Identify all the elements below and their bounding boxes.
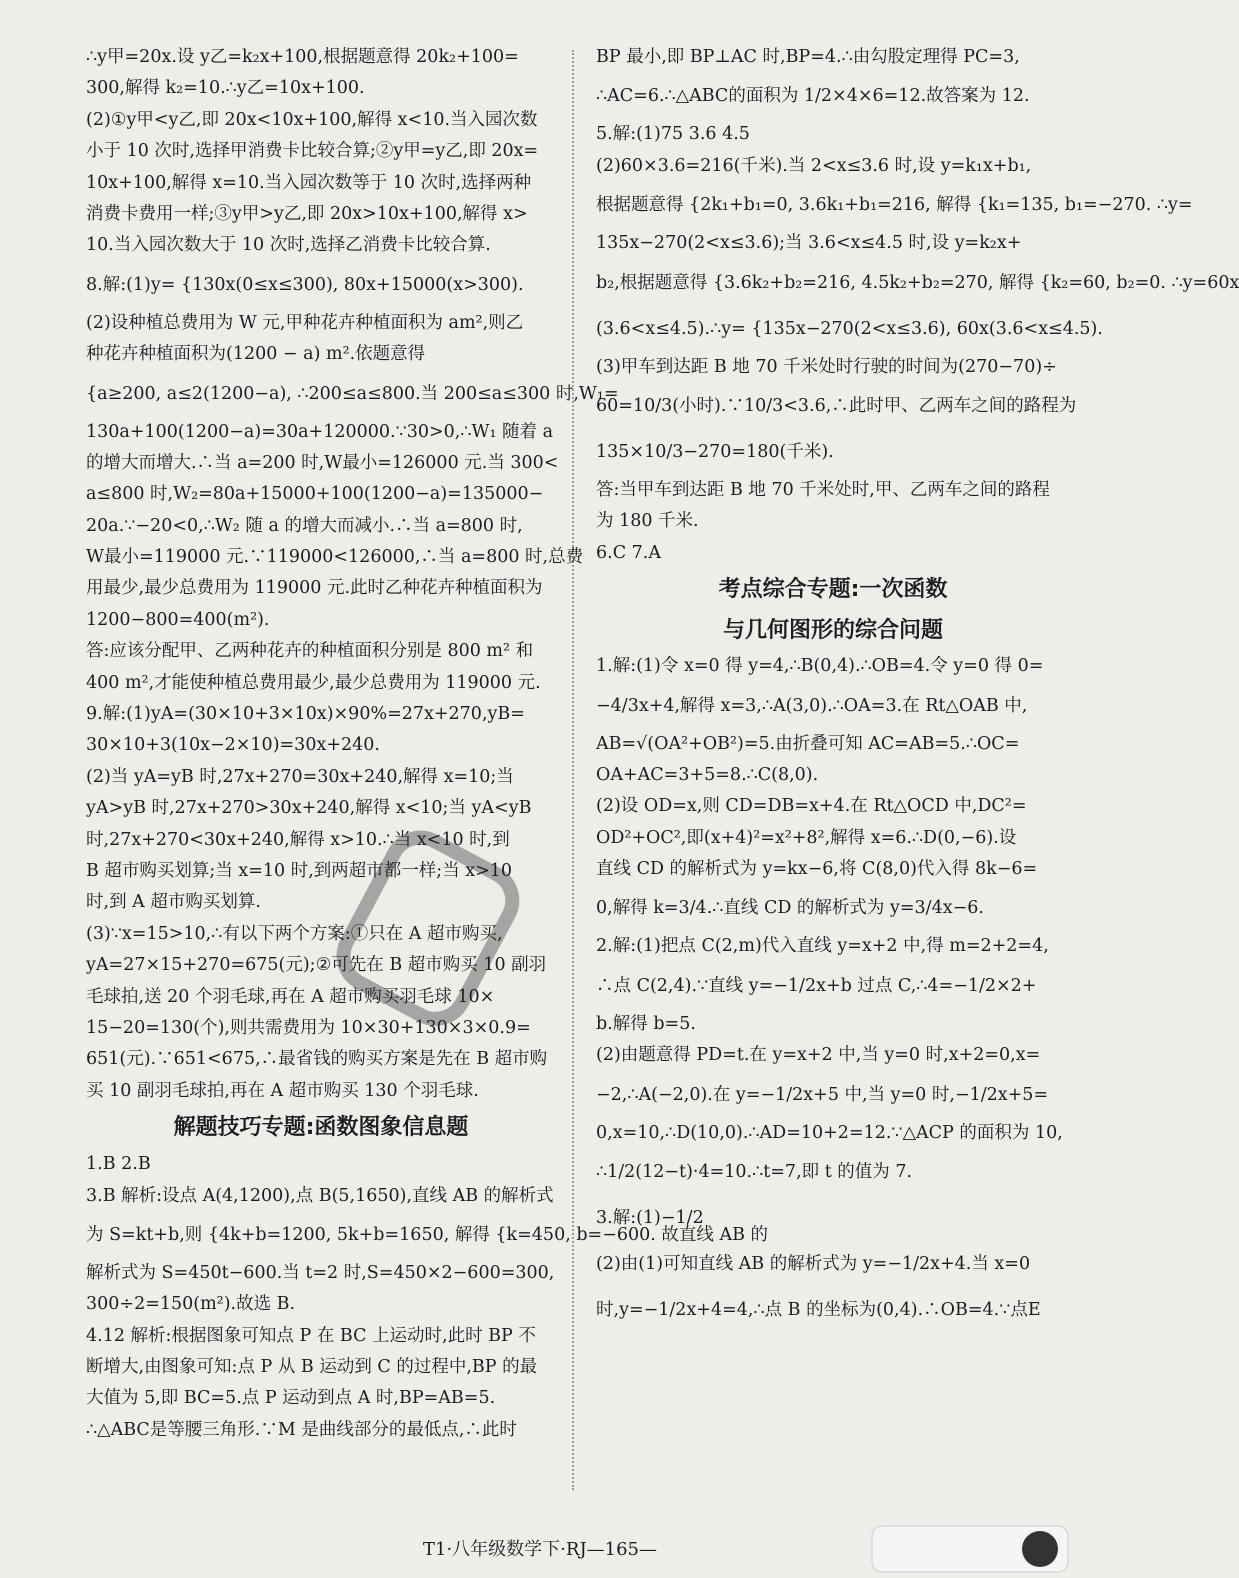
- text-line: 300,解得 k₂=10.∴y乙=10x+100.: [86, 78, 365, 99]
- text-line: 小于 10 次时,选择甲消费卡比较合算;②y甲=y乙,即 20x=: [86, 141, 539, 162]
- text-line: 答:应该分配甲、乙两种花卉的种植面积分别是 800 m² 和: [86, 641, 534, 662]
- text-line: B 超市购买划算;当 x=10 时,到两超市都一样;当 x>10: [86, 860, 513, 881]
- text-line: 300÷2=150(m²).故选 B.: [86, 1294, 296, 1315]
- text-line: 时,y=−1/2x+4=4,∴点 B 的坐标为(0,4).∴OB=4.∵点E: [596, 1300, 1041, 1321]
- text-line: 60=10/3(小时).∵10/3<3.6,∴此时甲、乙两车之间的路程为: [596, 395, 1077, 416]
- text-line: −2,∴A(−2,0).在 y=−1/2x+5 中,当 y=0 时,−1/2x+5=: [596, 1084, 1049, 1105]
- text-line: b₂,根据题意得 {3.6k₂+b₂=216, 4.5k₂+b₂=270, 解得 {k₂=60, b₂=0. ∴y=60x: [596, 272, 1239, 293]
- text-line: 3.B 解析:设点 A(4,1200),点 B(5,1650),直线 AB 的解析式: [86, 1185, 554, 1206]
- watermark-stamp: [330, 820, 530, 1050]
- text-line: a≤800 时,W₂=80a+15000+100(1200−a)=135000−: [86, 484, 544, 505]
- text-line: 4.12 解析:根据图象可知点 P 在 BC 上运动时,此时 BP 不: [86, 1325, 536, 1346]
- text-line: 8.解:(1)y= {130x(0≤x≤300), 80x+15000(x>300).: [86, 274, 524, 295]
- text-line: 直线 CD 的解析式为 y=kx−6,将 C(8,0)代入得 8k−6=: [596, 859, 1038, 880]
- text-line: (2)设种植总费用为 W 元,甲种花卉种植面积为 am²,则乙: [86, 312, 524, 333]
- text-line: 种花卉种植面积为(1200 − a) m².依题意得: [86, 344, 426, 365]
- text-line: W最小=119000 元.∵119000<126000,∴当 a=800 时,总费: [86, 547, 584, 568]
- text-line: ∴AC=6.∴△ABC的面积为 1/2×4×6=12.故答案为 12.: [596, 86, 1030, 107]
- text-line: {a≥200, a≤2(1200−a), ∴200≤a≤800.当 200≤a≤300 时,W₁=: [86, 383, 619, 404]
- text-line: OD²+OC²,即(x+4)²=x²+8²,解得 x=6.∴D(0,−6).设: [596, 827, 1017, 848]
- text-line: ∴△ABC是等腰三角形.∵M 是曲线部分的最低点,∴此时: [86, 1419, 517, 1440]
- section-heading: 与几何图形的综合问题: [722, 618, 943, 644]
- text-line: 0,x=10,∴D(10,0).∴AD=10+2=12.∵△ACP 的面积为 10,: [596, 1122, 1063, 1143]
- text-line: yA>yB 时,27x+270>30x+240,解得 x<10;当 yA<yB: [86, 798, 532, 819]
- text-line: 3.解:(1)−1/2: [596, 1208, 704, 1229]
- text-line: (2)60×3.6=216(千米).当 2<x≤3.6 时,设 y=k₁x+b₁,: [596, 155, 1032, 176]
- text-line: 的增大而增大.∴当 a=200 时,W最小=126000 元.当 300<: [86, 452, 559, 473]
- logo-circle: [1022, 1531, 1058, 1567]
- text-line: (2)由(1)可知直线 AB 的解析式为 y=−1/2x+4.当 x=0: [596, 1254, 1031, 1275]
- text-line: 1200−800=400(m²).: [86, 609, 270, 630]
- text-line: 消费卡费用一样;③y甲>y乙,即 20x>10x+100,解得 x>: [86, 203, 528, 224]
- text-line: 130a+100(1200−a)=30a+120000.∵30>0,∴W₁ 随着 a: [86, 421, 554, 442]
- text-line: 大值为 5,即 BC=5.点 P 运动到点 A 时,BP=AB=5.: [86, 1388, 496, 1409]
- text-line: 10x+100,解得 x=10.当入园次数等于 10 次时,选择两种: [86, 172, 532, 193]
- text-line: 400 m²,才能使种植总费用最少,最少总费用为 119000 元.: [86, 672, 541, 693]
- text-line: 20a.∵−20<0,∴W₂ 随 a 的增大而减小.∴当 a=800 时,: [86, 515, 523, 536]
- text-line: ∴点 C(2,4).∵直线 y=−1/2x+b 过点 C,∴4=−1/2×2+: [596, 975, 1037, 996]
- text-line: b.解得 b=5.: [596, 1013, 696, 1034]
- text-line: 1.B 2.B: [86, 1154, 151, 1175]
- text-line: 买 10 副羽毛球拍,再在 A 超市购买 130 个羽毛球.: [86, 1080, 479, 1101]
- text-line: 为 S=kt+b,则 {4k+b=1200, 5k+b=1650, 解得 {k=450, b=−600. 故直线 AB 的: [86, 1224, 769, 1245]
- text-line: 30×10+3(10x−2×10)=30x+240.: [86, 735, 380, 756]
- text-line: −4/3x+4,解得 x=3,∴A(3,0).∴OA=3.在 Rt△OAB 中,: [596, 695, 1028, 716]
- text-line: yA=27×15+270=675(元);②可先在 B 超市购买 10 副羽: [86, 955, 547, 976]
- text-line: 时,到 A 超市购买划算.: [86, 892, 261, 913]
- text-line: BP 最小,即 BP⊥AC 时,BP=4.∴由勾股定理得 PC=3,: [596, 47, 1020, 67]
- text-line: (3)∵x=15>10,∴有以下两个方案:①只在 A 超市购买,: [86, 923, 503, 944]
- text-line: 答:当甲车到达距 B 地 70 千米处时,甲、乙两车之间的路程: [596, 479, 1050, 500]
- text-line: (2)①y甲<y乙,即 20x<10x+100,解得 x<10.当入园次数: [86, 109, 538, 130]
- text-line: 时,27x+270<30x+240,解得 x>10.∴当 x<10 时,到: [86, 829, 510, 850]
- text-line: (2)设 OD=x,则 CD=DB=x+4.在 Rt△OCD 中,DC²=: [596, 796, 1027, 817]
- text-line: 15−20=130(个),则共需费用为 10×30+130×3×0.9=: [86, 1017, 531, 1038]
- section-heading: 考点综合专题:一次函数: [718, 577, 948, 603]
- column-divider: [572, 50, 574, 1490]
- text-line: 为 180 千米.: [596, 511, 699, 532]
- text-line: 毛球拍,送 20 个羽毛球,再在 A 超市购买羽毛球 10×: [86, 986, 495, 1007]
- text-line: 9.解:(1)yA=(30×10+3×10x)×90%=27x+270,yB=: [86, 704, 525, 725]
- text-line: 断增大,由图象可知:点 P 从 B 运动到 C 的过程中,BP 的最: [86, 1357, 538, 1378]
- text-line: (2)由题意得 PD=t.在 y=x+2 中,当 y=0 时,x+2=0,x=: [596, 1045, 1041, 1066]
- section-heading: 解题技巧专题:函数图象信息题: [173, 1115, 469, 1141]
- text-line: 2.解:(1)把点 C(2,m)代入直线 y=x+2 中,得 m=2+2=4,: [596, 936, 1049, 957]
- text-line: ∴y甲=20x.设 y乙=k₂x+100,根据题意得 20k₂+100=: [86, 47, 519, 67]
- text-line: 解析式为 S=450t−600.当 t=2 时,S=450×2−600=300,: [86, 1262, 555, 1283]
- right-column: [596, 42, 1239, 1333]
- text-line: (3)甲车到达距 B 地 70 千米处时行驶的时间为(270−70)÷: [596, 356, 1057, 377]
- text-line: 10.当入园次数大于 10 次时,选择乙消费卡比较合算.: [86, 235, 491, 256]
- text-line: ∴1/2(12−t)·4=10.∴t=7,即 t 的值为 7.: [596, 1162, 913, 1183]
- text-line: 6.C 7.A: [596, 542, 661, 563]
- page-footer: T1·八年级数学下·RJ—165—: [422, 1539, 658, 1560]
- text-line: (2)当 yA=yB 时,27x+270=30x+240,解得 x=10;当: [86, 766, 514, 787]
- text-line: AB=√(OA²+OB²)=5.由折叠可知 AC=AB=5.∴OC=: [596, 733, 1020, 754]
- watermark-shape: [333, 827, 523, 1029]
- logo-watermark: [870, 1524, 1070, 1574]
- text-line: 651(元).∵651<675,∴最省钱的购买方案是先在 B 超市购: [86, 1049, 548, 1070]
- text-line: 根据题意得 {2k₁+b₁=0, 3.6k₁+b₁=216, 解得 {k₁=135, b₁=−270. ∴y=: [596, 195, 1193, 216]
- text-line: 135×10/3−270=180(千米).: [596, 441, 834, 462]
- text-line: (3.6<x≤4.5).∴y= {135x−270(2<x≤3.6), 60x(3.6<x≤4.5).: [596, 318, 1103, 339]
- text-line: OA+AC=3+5=8.∴C(8,0).: [596, 764, 819, 785]
- text-line: 用最少,最少总费用为 119000 元.此时乙种花卉种植面积为: [86, 578, 543, 599]
- text-line: 0,解得 k=3/4.∴直线 CD 的解析式为 y=3/4x−6.: [596, 898, 984, 919]
- text-line: 5.解:(1)75 3.6 4.5: [596, 124, 750, 145]
- text-line: 135x−270(2<x≤3.6);当 3.6<x≤4.5 时,设 y=k₂x+: [596, 233, 1022, 254]
- text-line: 1.解:(1)令 x=0 得 y=4,∴B(0,4).∴OB=4.令 y=0 得 0=: [596, 656, 1044, 677]
